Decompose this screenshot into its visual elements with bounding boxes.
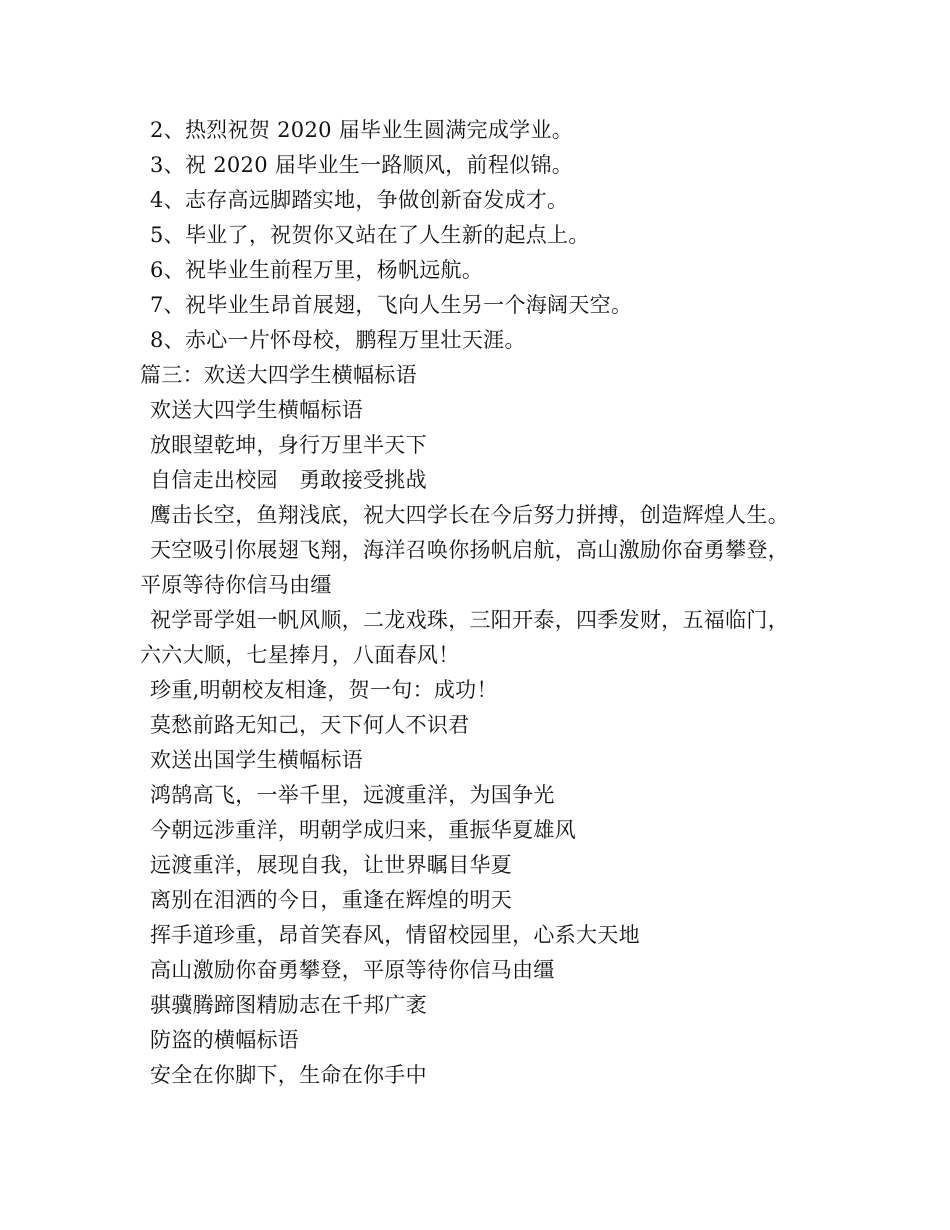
- text-line: 天空吸引你展翅飞翔，海洋召唤你扬帆启航，高山激励你奋勇攀登，: [150, 538, 789, 562]
- text-line: 安全在你脚下，生命在你手中: [150, 1063, 427, 1087]
- text-line: 高山激励你奋勇攀登，平原等待你信马由缰: [150, 958, 555, 982]
- text-line: 4、志存高远脚踏实地，争做创新奋发成才。: [150, 188, 569, 212]
- text-line: 莫愁前路无知己，天下何人不识君: [150, 713, 470, 737]
- text-line: 鹰击长空，鱼翔浅底，祝大四学长在今后努力拼搏，创造辉煌人生。: [150, 503, 789, 527]
- text-line: 鸿鹄高飞，一举千里，远渡重洋，为国争光: [150, 783, 555, 807]
- text-line: 2、热烈祝贺 2020 届毕业生圆满完成学业。: [150, 118, 574, 142]
- text-line: 放眼望乾坤，身行万里半天下: [150, 433, 427, 457]
- document-body: [140, 113, 820, 1093]
- text-line: 欢送出国学生横幅标语: [150, 748, 363, 772]
- text-line: 挥手道珍重，昂首笑春风，情留校园里，心系大天地: [150, 923, 640, 947]
- text-line: 防盗的横幅标语: [150, 1028, 300, 1052]
- text-line: 7、祝毕业生昂首展翅，飞向人生另一个海阔天空。: [150, 293, 633, 317]
- text-line: 8、赤心一片怀母校，鹏程万里壮天涯。: [150, 328, 526, 352]
- text-line: 离别在泪洒的今日，重逢在辉煌的明天: [150, 888, 513, 912]
- text-line: 平原等待你信马由缰: [140, 573, 332, 597]
- text-line: 远渡重洋，展现自我，让世界瞩目华夏: [150, 853, 513, 877]
- text-line: 六六大顺，七星捧月，八面春风！: [140, 643, 460, 667]
- text-line: 5、毕业了，祝贺你又站在了人生新的起点上。: [150, 223, 590, 247]
- text-line: 今朝远涉重洋，明朝学成归来，重振华夏雄风: [150, 818, 576, 842]
- text-line: 祝学哥学姐一帆风顺，二龙戏珠，三阳开泰，四季发财，五福临门，: [150, 608, 789, 632]
- text-line: 骐骥腾蹄图精励志在千邦广袤: [150, 993, 427, 1017]
- text-line: 自信走出校园 勇敢接受挑战: [150, 468, 427, 492]
- text-line: 欢送大四学生横幅标语: [150, 398, 363, 422]
- text-line: 6、祝毕业生前程万里，杨帆远航。: [150, 258, 484, 282]
- text-line: 珍重,明朝校友相逢，贺一句：成功！: [150, 678, 498, 702]
- text-line: 3、祝 2020 届毕业生一路顺风，前程似锦。: [150, 153, 574, 177]
- text-line: 篇三：欢送大四学生横幅标语: [140, 363, 417, 387]
